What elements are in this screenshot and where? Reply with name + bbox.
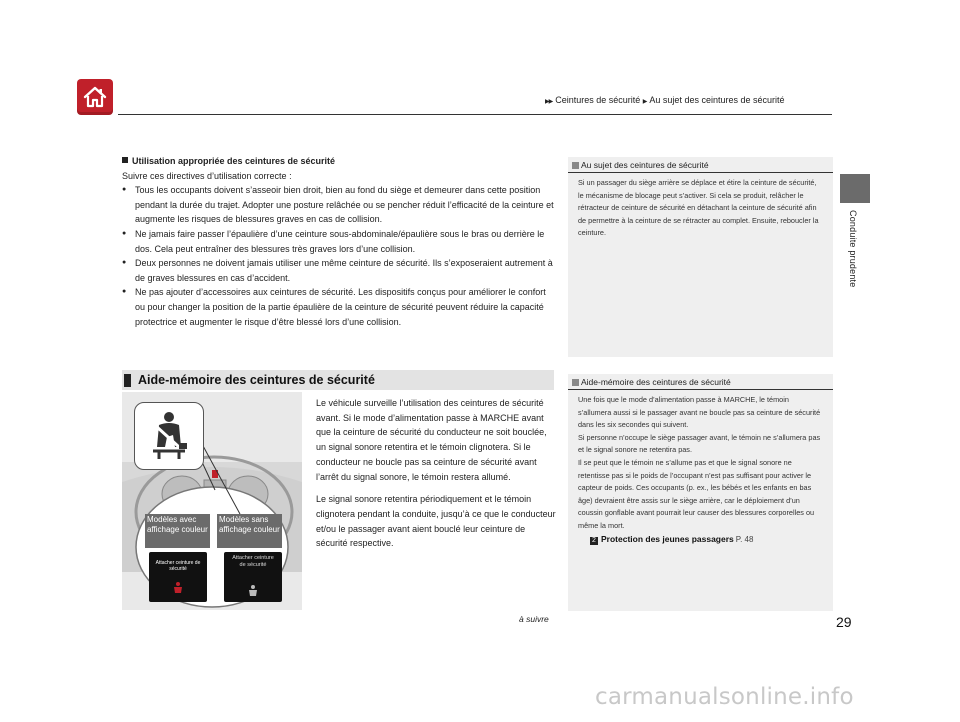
guideline-list bbox=[122, 183, 557, 329]
link-arrow-icon: 2 bbox=[590, 537, 598, 545]
note-icon bbox=[572, 162, 579, 169]
section-reminder-title: Aide-mémoire des ceintures de sécurité bbox=[138, 373, 375, 387]
section-reminder-header bbox=[122, 370, 554, 390]
label-mono-display: Modèles sans affichage couleur bbox=[217, 514, 282, 548]
note-paragraph: Si personne n’occupe le siège passager avant, le témoin ne s’allumera pas et le signal sonore ne retentira pas. bbox=[578, 432, 821, 455]
note-title bbox=[568, 374, 833, 390]
seatbelt-reminder-icon bbox=[135, 403, 203, 469]
note-title-text: Au sujet des ceintures de sécurité bbox=[581, 160, 709, 170]
guideline-item: ● Tous les occupants doivent s’asseoir bien droit, bien au fond du siège et demeurer dans cette position pendant la durée du trajet. Adopter une posture relâchée ou se pencher réduit l’efficacité de la ceinture et augmente les risques de blessures graves en cas de collision. bbox=[122, 183, 557, 227]
cross-reference[interactable] bbox=[578, 533, 823, 547]
seatbelt-lamp-callout bbox=[134, 402, 204, 470]
color-display-screen bbox=[149, 552, 207, 602]
section-intro: Suivre ces directives d’utilisation correcte : bbox=[122, 170, 292, 181]
note-paragraph: Si un passager du siège arrière se déplace et étire la ceinture de sécurité, le mécanisme de blocage peut s’activer. Si cela se produit, relâcher le rétracteur de ceinture de sécurité en détachant la ceinture de sécurité afin de permettre à la ceinture de se rétracter au complet. Ensuite, reboucler la ceinture. bbox=[578, 178, 819, 238]
note-panel-reminder bbox=[568, 374, 833, 611]
breadcrumb-arrow-icon: ▶▶ bbox=[545, 99, 553, 105]
note-paragraph: Il se peut que le témoin ne s’allume pas et que le signal sonore ne retentisse pas si le poids de l’occupant n’est pas suffisant pour activer le capteur de poids. Ces occupants (p. ex., les bébés et les enfants en bas âge) devraient être assis sur le siège arrière, car le déploiement d’un coussin gonflable avant pourrait leur causer des blessures corporelles ou même la mort. bbox=[578, 457, 815, 530]
chapter-tab-label[interactable]: Conduite prudente bbox=[848, 210, 858, 288]
note-paragraph: Une fois que le mode d’alimentation passe à MARCHE, le témoin s’allumera aussi si le passager avant ne boucle pas sa ceinture de sécurité dans les six secondes qui suivent. bbox=[578, 395, 821, 430]
reminder-paragraph: Le signal sonore retentira périodiquement et le témoin clignotera pendant la conduite, jusqu’à ce que le conducteur et/ou le passager avant aient bouclé leur ceinture de sécurité respective. bbox=[316, 494, 556, 549]
section-reminder-text bbox=[316, 396, 556, 559]
cross-reference-link[interactable]: Protection des jeunes passagers bbox=[601, 533, 734, 544]
breadcrumb-item-au-sujet[interactable]: Au sujet des ceintures de sécurité bbox=[649, 95, 785, 105]
guideline-item: ● Deux personnes ne doivent jamais utiliser une même ceinture de sécurité. Ils s’exposeraient autrement à de graves blessures en cas d’accident. bbox=[122, 256, 557, 285]
reminder-paragraph: Le véhicule surveille l’utilisation des ceintures de sécurité avant. Si le mode d’alimentation passe à MARCHE avant que la ceinture de sécurité du conducteur ne soit bouclée, un signal sonore retentira et le témoin clignotera. Si le conducteur ne boucle pas sa ceinture de sécurité avant l’arrêt du signal sonore, le témoin restera allumé. bbox=[316, 398, 547, 482]
note-title-text: Aide-mémoire des ceintures de sécurité bbox=[581, 377, 731, 387]
guideline-item: ● Ne pas ajouter d’accessoires aux ceintures de sécurité. Les dispositifs conçus pour améliorer le confort ou pour changer la position de la partie épaulière de la ceinture de sécurité peuvent réduire la capacité protectrice et augmenter le risque d’être blessé lors d’une collision. bbox=[122, 285, 557, 329]
mono-display-screen bbox=[224, 552, 282, 602]
page-number: 29 bbox=[836, 614, 852, 630]
square-bullet-icon bbox=[122, 157, 128, 163]
mono-display-message: Attacher ceinture de sécurité bbox=[232, 555, 274, 568]
illustration-panel bbox=[122, 392, 302, 610]
breadcrumb-arrow-icon: ▶ bbox=[642, 99, 647, 105]
chapter-tab-marker[interactable] bbox=[840, 174, 870, 203]
square-bullet-icon bbox=[124, 374, 131, 387]
cross-reference-page[interactable]: P. 48 bbox=[735, 534, 754, 544]
home-button[interactable] bbox=[77, 79, 113, 115]
breadcrumb-item-ceintures[interactable]: Ceintures de sécurité bbox=[555, 95, 641, 105]
color-display-message: Attacher ceinture de sécurité bbox=[155, 560, 201, 572]
seatbelt-warning-icon bbox=[171, 581, 185, 595]
seatbelt-warning-icon bbox=[246, 584, 260, 598]
section-heading bbox=[122, 154, 557, 169]
continued-label: à suivre bbox=[519, 614, 549, 624]
note-icon bbox=[572, 379, 579, 386]
home-icon bbox=[82, 85, 108, 109]
header-divider bbox=[118, 114, 832, 115]
note-body bbox=[568, 390, 833, 546]
breadcrumb bbox=[545, 95, 785, 105]
guideline-item: ● Ne jamais faire passer l’épaulière d’une ceinture sous-abdominale/épaulière sous le bras ou derrière le dos. Cela peut entraîner des blessures très graves lors d’une collision. bbox=[122, 227, 557, 256]
watermark: carmanualsonline.info bbox=[595, 684, 854, 710]
section-proper-use bbox=[122, 154, 557, 329]
section-heading-text: Utilisation appropriée des ceintures de sécurité bbox=[132, 156, 336, 166]
label-color-display: Modèles avec affichage couleur bbox=[145, 514, 210, 548]
note-body bbox=[568, 173, 833, 240]
note-panel-seatbelts bbox=[568, 157, 833, 357]
note-title bbox=[568, 157, 833, 173]
